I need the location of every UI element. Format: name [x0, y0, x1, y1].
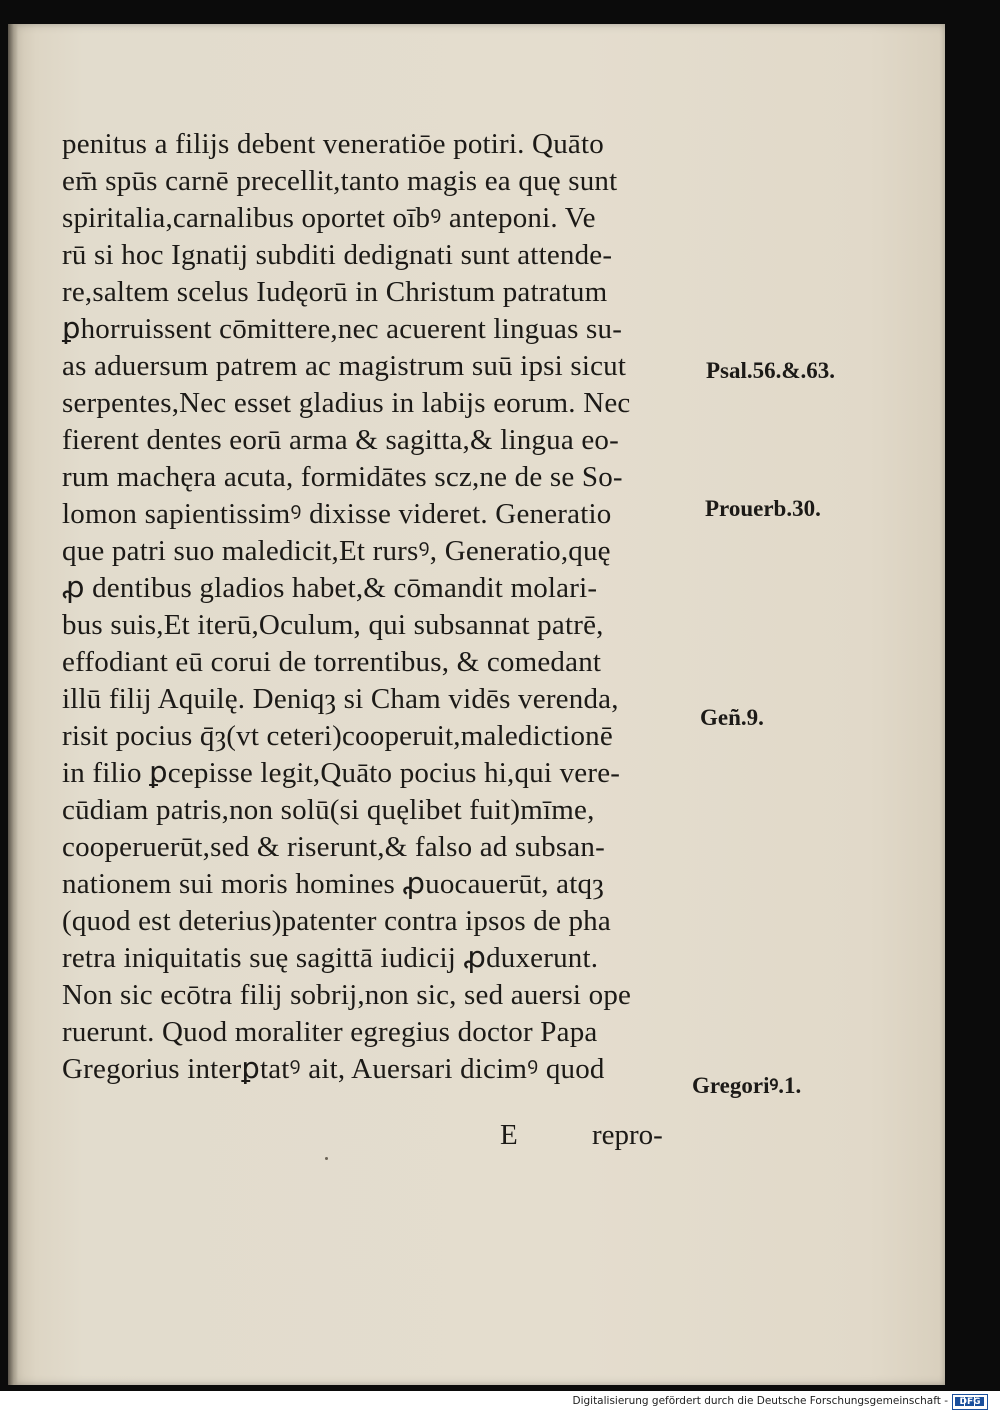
text-line: cūdiam patris,non solū(si quęlibet fuit)mīme,: [62, 794, 595, 826]
text-line: retra iniquitatis suę sagittā iudicij ꝓduxerunt.: [62, 942, 599, 974]
paper-speck: [325, 1157, 328, 1160]
page-gutter-shadow: [8, 24, 18, 1385]
footer-credit: Digitalisierung gefördert durch die Deutsche Forschungsgemeinschaft -: [572, 1395, 948, 1407]
text-line: serpentes,Nec esset gladius in labijs eorum. Nec: [62, 387, 631, 419]
text-line: que patri suo maledicit,Et rursꝰ, Generatio,quę: [62, 535, 611, 567]
catchword: repro-: [592, 1119, 663, 1151]
text-line: illū filij Aquilę. Deniqȝ si Cham vidēs verenda,: [62, 683, 619, 715]
text-line: as aduersum patrem ac magistrum suū ipsi sicut: [62, 350, 627, 382]
text-line: penitus a filijs debent veneratiōe potiri. Quāto: [62, 128, 604, 160]
text-line: effodiant eū corui de torrentibus, & comedant: [62, 646, 602, 678]
text-line: spiritalia,carnalibus oportet oībꝰ anteponi. Ve: [62, 202, 596, 234]
text-line: ꝑhorruissent cōmittere,nec acuerent linguas su-: [62, 313, 623, 345]
marginal-note-psalm: Psal.56.&.63.: [706, 358, 836, 383]
text-line: lomon sapientissimꝰ dixisse videret. Generatio: [62, 498, 612, 530]
text-line: (quod est deterius)patenter contra ipsos de pha: [62, 905, 611, 937]
text-line: Gregorius interꝑtatꝰ ait, Auersari dicimꝰ quod: [62, 1053, 605, 1085]
text-line: ꝓ dentibus gladios habet,& cōmandit molari-: [62, 572, 598, 604]
marginal-note-proverbs: Prouerb.30.: [705, 496, 821, 521]
text-line: fierent dentes eorū arma & sagitta,& lingua eo-: [62, 424, 619, 456]
signature-mark: E: [500, 1119, 518, 1151]
text-line: rū si hoc Ignatij subditi dedignati sunt attende-: [62, 239, 613, 271]
marginal-note-genesis: Geñ.9.: [700, 705, 764, 730]
text-line: cooperuerūt,sed & riserunt,& falso ad subsan-: [62, 831, 605, 863]
text-line: re,saltem scelus Iudęorū in Christum patratum: [62, 276, 608, 308]
text-line: ruerunt. Quod moraliter egregius doctor Papa: [62, 1016, 598, 1048]
text-line: bus suis,Et iterū,Oculum, qui subsannat patrē,: [62, 609, 604, 641]
text-line: em̄ spūs carnē precellit,tanto magis ea quę sunt: [62, 165, 618, 197]
dfg-logo-text: DFG: [959, 1397, 981, 1407]
text-line: Non sic ecōtra filij sobrij,non sic, sed auersi ope: [62, 979, 632, 1011]
text-line: risit pocius q̄ȝ(vt ceteri)cooperuit,maledictionē: [62, 720, 613, 752]
text-line: rum machęra acuta, formidātes scz,ne de se So-: [62, 461, 623, 493]
text-line: nationem sui moris homines ꝓuocauerūt, atqȝ: [62, 868, 604, 900]
dfg-logo-icon: [952, 1394, 988, 1410]
marginal-note-gregory: Gregoriꝰ.1.: [692, 1073, 802, 1098]
footer-bar: [0, 1391, 1000, 1414]
text-line: in filio ꝑcepisse legit,Quāto pocius hi,qui vere-: [62, 757, 621, 789]
